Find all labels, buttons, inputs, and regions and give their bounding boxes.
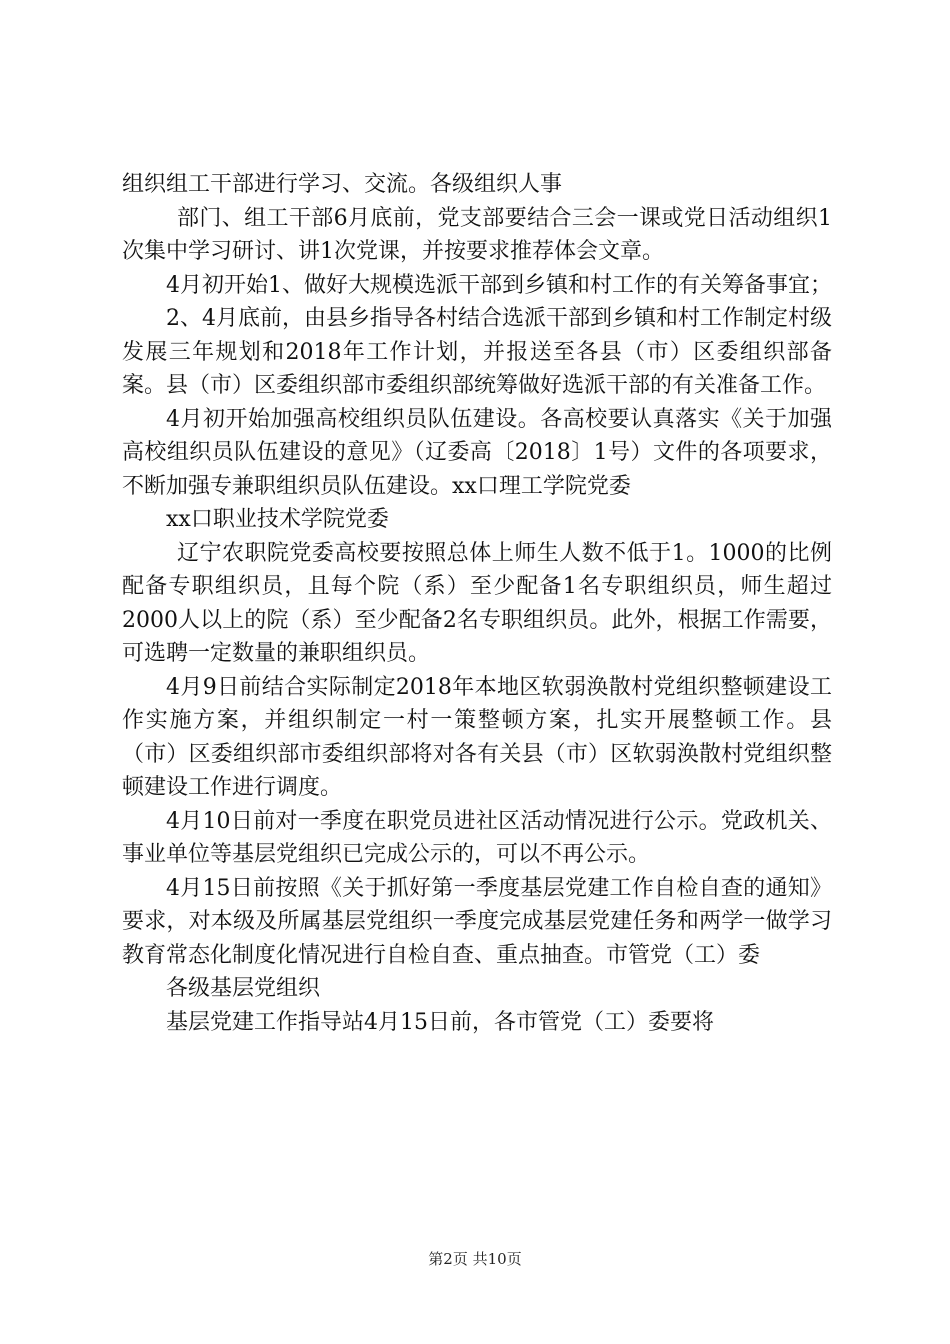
page-footer: 第2页 共10页 — [428, 1250, 522, 1268]
paragraph-4: 2、4月底前，由县乡指导各村结合选派干部到乡镇和村工作制定村级发展三年规划和2018年工作计划，并报送至各县（市）区委组织部备案。县（市）区委组织部市委组织部统筹做好选派干部的有关准备工作。 — [122, 306, 832, 398]
document-body — [122, 168, 832, 1039]
paragraph-6: xx口职业技术学院党委 — [166, 507, 389, 532]
paragraph-10: 4月15日前按照《关于抓好第一季度基层党建工作自检自查的通知》要求，对本级及所属基层党组织一季度完成基层党建任务和两学一做学习教育常态化制度化情况进行自检自查、重点抽查。市管党（工）委 — [122, 875, 832, 968]
paragraph-12: 基层党建工作指导站4月15日前，各市管党（工）委要将 — [166, 1009, 714, 1035]
paragraph-9: 4月10日前对一季度在职党员进社区活动情况进行公示。党政机关、事业单位等基层党组织已完成公示的，可以不再公示。 — [122, 808, 832, 867]
paragraph-2: 部门、组工干部6月底前，党支部要结合三会一课或党日活动组织1次集中学习研讨、讲1次党课，并按要求推荐体会文章。 — [122, 205, 832, 264]
paragraph-3: 4月初开始1、做好大规模选派干部到乡镇和村工作的有关筹备事宜； — [166, 272, 832, 298]
paragraph-1: 组织组工干部进行学习、交流。各级组织人事 — [122, 172, 563, 197]
paragraph-7: 辽宁农职院党委高校要按照总体上师生人数不低于1。1000的比例配备专职组织员，且每个院（系）至少配备1名专职组织员，师生超过2000人以上的院（系）至少配备2名专职组织员。此外，根据工作需要，可选聘一定数量的兼职组织员。 — [122, 540, 832, 666]
paragraph-11: 各级基层党组织 — [166, 976, 321, 1001]
paragraph-5: 4月初开始加强高校组织员队伍建设。各高校要认真落实《关于加强高校组织员队伍建设的意见》（辽委高〔2018〕1号）文件的各项要求，不断加强专兼职组织员队伍建设。xx口理工学院党委 — [122, 406, 832, 499]
paragraph-8: 4月9日前结合实际制定2018年本地区软弱涣散村党组织整顿建设工作实施方案，并组织制定一村一策整顿方案，扎实开展整顿工作。县（市）区委组织部市委组织部将对各有关县（市）区软弱涣散村党组织整顿建设工作进行调度。 — [122, 674, 833, 800]
